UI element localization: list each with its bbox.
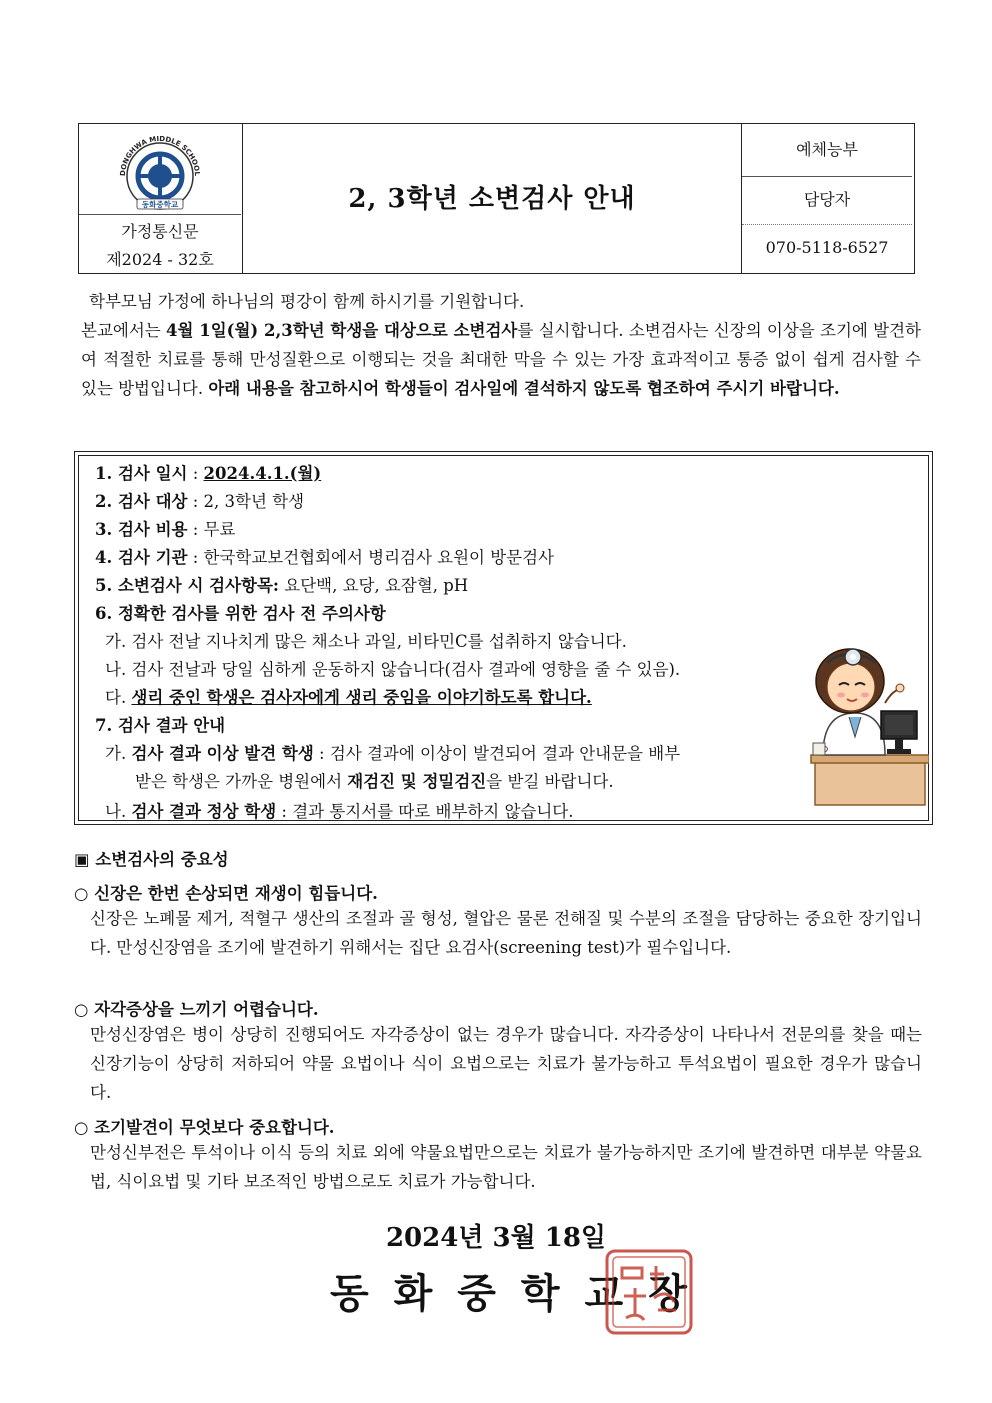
header-left-cell	[79, 124, 243, 273]
result-abnormal: 가. 검사 결과 이상 발견 학생 : 검사 결과에 이상이 발견되어 결과 안내문을 배부	[105, 744, 681, 763]
details-box	[74, 451, 933, 825]
svg-text:DONGHWA MIDDLE SCHOOL: DONGHWA MIDDLE SCHOOL	[118, 136, 202, 177]
importance-point-2: ○ 자각증상을 느끼기 어렵습니다.	[74, 1000, 319, 1019]
logo-caption: 동화중학교	[141, 200, 179, 209]
doctor-illustration-icon	[805, 641, 929, 806]
result-abnormal-cont: 받은 학생은 가까운 병원에서 재검진 및 정밀검진을 받길 바랍니다.	[135, 772, 614, 791]
detail-agency: 4. 검사 기관 : 한국학교보건협회에서 병리검사 요원이 방문검사	[95, 548, 555, 567]
detail-cost: 3. 검사 비용 : 무료	[95, 520, 236, 539]
school-seal-icon	[604, 1248, 694, 1336]
intro-paragraph	[81, 316, 921, 403]
department: 예체능부	[742, 124, 912, 177]
header-table	[78, 123, 915, 274]
precaution-b: 나. 검사 전날과 당일 심하게 운동하지 않습니다(검사 결과에 영향을 줄 수 있음).	[105, 660, 681, 679]
detail-date: 1. 검사 일시 : 2024.4.1.(월)	[95, 464, 322, 483]
principal-signature: 동화중학교장	[330, 1270, 712, 1317]
page-title	[243, 124, 741, 275]
issue-date: 2024년 3월 18일	[385, 1223, 607, 1253]
newsletter-label: 가정통신문	[121, 222, 199, 241]
detail-precautions-title: 6. 정확한 검사를 위한 검사 전 주의사항	[95, 604, 386, 623]
importance-point-1: ○ 신장은 한번 손상되면 재생이 힘듭니다.	[74, 884, 378, 903]
intro-a: 본교에서는	[81, 321, 166, 340]
newsletter-info	[79, 214, 241, 273]
detail-target: 2. 검사 대상 : 2, 3학년 학생	[95, 492, 305, 511]
intro-d: 아래 내용을 참고하시어 학생들이 검사일에 결석하지 않도록 협조하여 주시기 바랍니다.	[208, 379, 840, 398]
detail-results-title: 7. 검사 결과 안내	[95, 716, 226, 735]
page-title-text: 2, 3학년 소변검사 안내	[348, 184, 636, 214]
intro-text	[81, 287, 921, 403]
greeting: 학부모님 가정에 하나님의 평강이 함께 하시기를 기원합니다.	[89, 292, 525, 311]
detail-items: 5. 소변검사 시 검사항목: 요단백, 요당, 요잠혈, pH	[95, 576, 469, 595]
importance-heading: ▣ 소변검사의 중요성	[74, 850, 229, 869]
importance-point-3: ○ 조기발견이 무엇보다 중요합니다.	[74, 1118, 335, 1137]
contact-label: 담당자	[742, 176, 912, 225]
result-normal: 나. 검사 결과 정상 학생 : 결과 통지서를 따로 배부하지 않습니다.	[105, 802, 574, 821]
school-logo	[79, 124, 241, 214]
precaution-c: 다. 생리 중인 학생은 검사자에게 생리 중임을 이야기하도록 합니다.	[105, 688, 592, 707]
details-box-inner	[78, 455, 929, 821]
intro-c: 를 실시합니다. 소변검사는 신장의 이상을 조기에 발견하여 적절한 치료를 통해 만성질환으로 이행되는 것을 최대한 막을 수 있는 가장 효과적이고 통증 없이 쉽게 검사할 수 있는 방법입니다.	[81, 321, 921, 398]
importance-text-1: 신장은 노폐물 제거, 적혈구 생산의 조절과 골 형성, 혈압은 물론 전해질 및 수분의 조절을 담당하는 중요한 장기입니다. 만성신장염을 조기에 발견하기 위해서는 집단 요검사(screening test)가 필수입니다.	[90, 909, 922, 957]
importance-text-3: 만성신부전은 투석이나 이식 등의 치료 외에 약물요법만으로는 치료가 불가능하지만 조기에 발견하면 대부분 약물요법, 식이요법 및 기타 보조적인 방법으로도 치료가 가능합니다.	[90, 1143, 922, 1191]
importance-text-2: 만성신장염은 병이 상당히 진행되어도 자각증상이 없는 경우가 많습니다. 자각증상이 나타나서 전문의를 찾을 때는 신장기능이 상당히 저하되어 약물 요법이나 식이 요법으로는 치료가 불가능하고 투석요법이 필요한 경우가 많습니다.	[90, 1025, 922, 1102]
intro-b: 4월 1일(월) 2,3학년 학생을 대상으로 소변검사	[166, 321, 518, 340]
issue-number: 제2024 - 32호	[106, 250, 214, 269]
precaution-a: 가. 검사 전날 지나치게 많은 채소나 과일, 비타민C를 섭취하지 않습니다.	[105, 632, 627, 651]
school-logo-icon	[115, 136, 205, 210]
header-right-cell	[741, 124, 913, 273]
contact-phone: 070-5118-6527	[765, 238, 889, 257]
